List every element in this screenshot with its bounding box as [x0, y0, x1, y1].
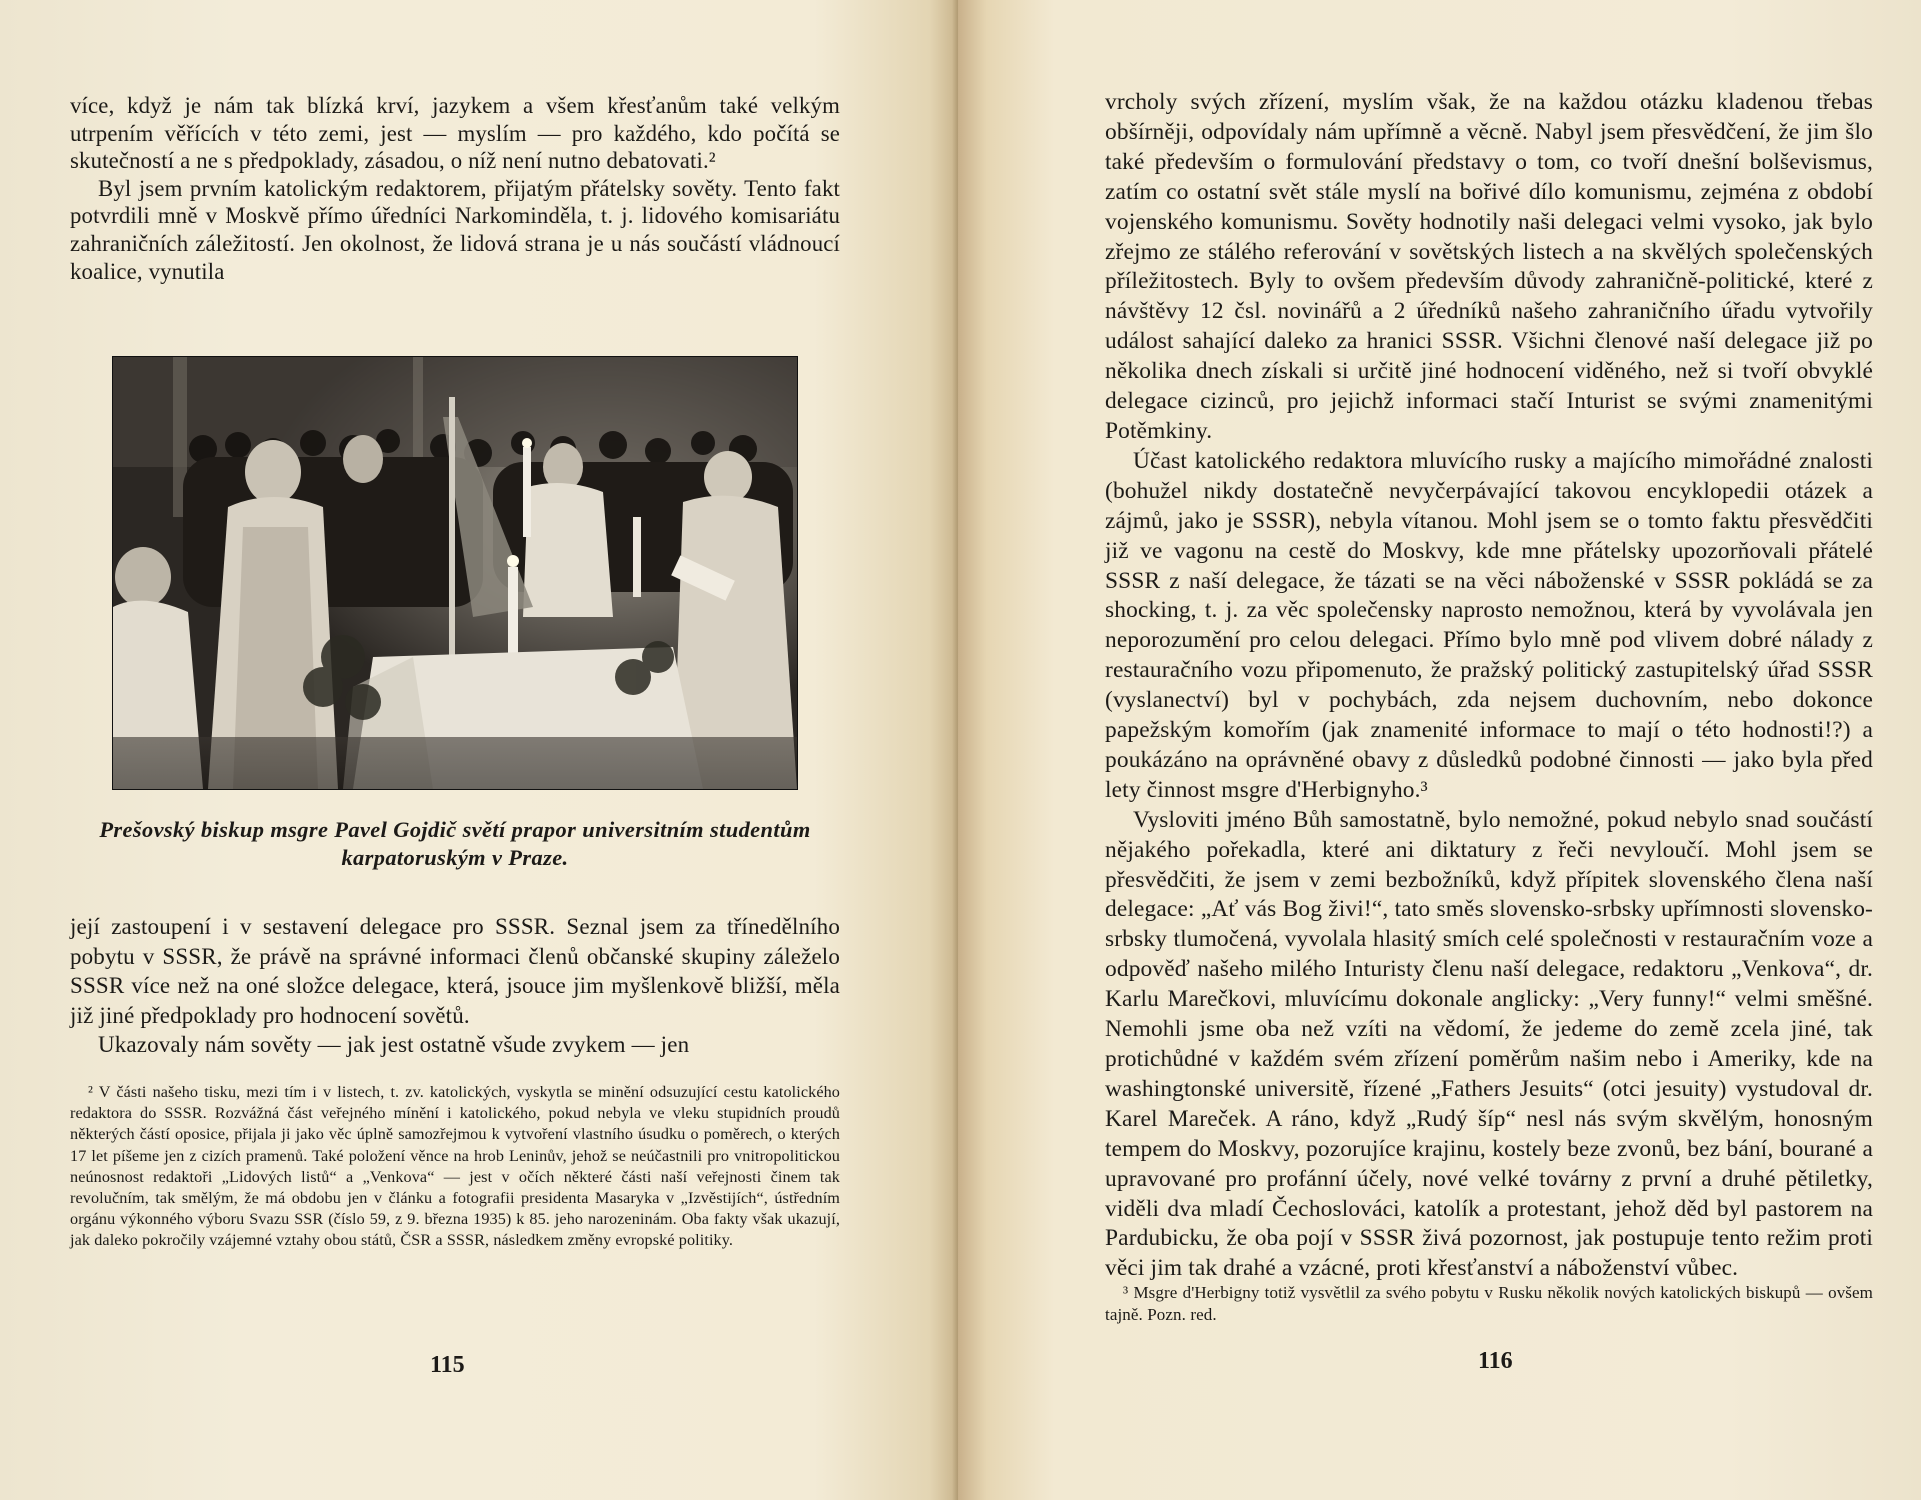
right-paragraph-2: Účast katolického redaktora mluvícího rusky a majícího mimořádné znalosti (bohužel nikdy dostatečně nevyčerpávající takovou encyklopedii otázek a zájmů, jako je SSSR), nebyla vítanou. Mohl jsem se o tomto faktu přesvědčiti již ve vagonu na cestě do Moskvy, kde mne přátelsky upozorňovali přátelé SSSR z naší delegace, že tázati se na věci náboženské v SSSR pokládá se za shocking, t. j. za věc společensky naprosto nemožnou, která by vyvolávala jen neporozumění pro celou delegaci. Přímo bylo mně pod vlivem dobré nálady z restauračního vozu připomenuto, že pražský politický zastupitelský úřad SSSR (vyslanectví) byl v pochybách, zda nejsem duchovním, nebo dokonce papežským komořím (jak znamenité informace to mají o této hodnosti!?) a poukázáno na oprávněné obavy z důsledků podobné činnosti — jako byla před lety činnost msgre d'Herbignyho.³ [1105, 447, 1873, 803]
left-page [0, 0, 958, 1500]
left-paragraph-4: Ukazovaly nám sověty — jak jest ostatně všude zvykem — jen [98, 1032, 690, 1057]
footnote-3: ³ Msgre d'Herbigny totiž vysvětlil za svého pobytu v Rusku několik nových katolických biskupů — ovšem tajně. Pozn. red. [1105, 1283, 1873, 1324]
page-number-right: 116 [1478, 1348, 1513, 1374]
left-paragraph-1: více, když je nám tak blízká krví, jazykem a všem křesťanům také velkým utrpením věřících v této zemi, jest — myslím — pro každého, kdo počítá se skutečností a ne s předpoklady, zásadou, o níž není nutno debatovati.² [70, 93, 840, 174]
photo-image [113, 357, 797, 789]
left-paragraph-2: Byl jsem prvním katolickým redaktorem, přijatým přátelsky sověty. Tento fakt potvrdili mně v Moskvě přímo úředníci Narkominděla, t. j. lidového komisariátu zahraničních záležitostí. Jen okolnost, že lidová strana je u nás součástí vládnoucí koalice, vynutila [70, 175, 840, 284]
photograph [112, 356, 798, 790]
right-paragraph-1: vrcholy svých zřízení, myslím však, že na každou otázku kladenou třebas obšírněji, odpovídaly nám upřímně a věcně. Nabyl jsem přesvědčení, že jim šlo také především o formulování představy o tom, co tvoří dnešní bolševismus, zatím co ostatní svět stále myslí na bořivé dílo komunismu, zejména z období vojenského komunismu. Sověty hodnotily naši delegaci velmi vysoko, jak bylo zřejmo ze stálého referování v sovětských listech a na skvělých společenských příležitostech. Byly to ovšem především důvody zahraničně-politické, které z návštěvy 12 čsl. novinářů a 2 úředníků našeho zahraničního úřadu vytvořily událost sahající daleko za hranici SSSR. Všichni členové naší delegace již po několika dnech získali si určitě jiné hodnocení viděného, než si tvoří obvyklé delegace cizinců, pro jejichž informaci stačí Inturist se svými znamenitými Potěmkiny. [1105, 89, 1873, 444]
left-paragraph-3: její zastoupení i v sestavení delegace pro SSSR. Seznal jsem za třínedělního pobytu v SSSR, že právě na správné informaci členů občanské skupiny záleželo SSSR více než na oné složce delegace, která, jsouce jim myšlenkově bližší, měla již jiné předpoklady pro hodnocení sovětů. [70, 914, 840, 1028]
left-footnote [70, 1082, 840, 1252]
right-page [958, 0, 1921, 1500]
photo-caption: Prešovský biskup msgre Pavel Gojdič světí prapor universitním studentům karpatoruským v Praze. [99, 817, 811, 870]
left-middle-text [70, 912, 840, 1060]
right-paragraph-3: Vysloviti jméno Bůh samostatně, bylo nemožné, pokud nebylo snad součástí nějakého pořekadla, které ani diktatury z řeči nevyloučí. Mohl jsem se přesvědčiti, že jsem v zemi bezbožníků, když přípitek slovenského člena naší delegace: „Ať vás Bog živi!“, tato směs slovensko-srbsky upřímnosti slovensko-srbsky tlumočená, vyvolala hlasitý smích celé společnosti v restauračním voze a odpověď našeho milého Inturisty členu naší delegace, redaktoru „Venkova“, dr. Karlu Marečkovi, mluvícímu dokonale anglicky: „Very funny!“ velmi směšné. Nemohli jsme oba než vzíti na vědomí, že jedeme do země zcela jiné, tak protichůdné v každém svém zřízení poměrům našim nebo i Ameriky, kde na washingtonské universitě, řízené „Fathers Jesuits“ (otci jesuity) vystudoval dr. Karel Mareček. A ráno, když „Rudý šíp“ nesl nás svým skvělým, honosným tempem do Moskvy, pozorujíce krajinu, kostely beze zvonů, bez bání, bourané a upravované pro profánní účely, nové velké továrny z první a druhé pětiletky, viděli dva mladí Čechoslováci, katolík a protestant, jehož děd byl pastorem na Pardubicku, že oba pojí v SSSR živá pozornost, jak postupuje tento režim proti věci jim tak drahé a vzácné, proti křesťanství a náboženství vůbec. [1105, 806, 1873, 1282]
right-body-text [1105, 88, 1873, 1284]
right-footnote [1105, 1282, 1873, 1326]
footnote-2: ² V části našeho tisku, mezi tím i v listech, t. zv. katolických, vyskytla se minění odsuzující cestu katolického redaktora do SSSR. Rozvážná část veřejného mínění i katolického, pokud nebyla ve vleku stupidních proudů některých částí oposice, přijala ji jako věc úplně samozřejmou k vytvoření vlastního úsudku o poměrech, o kterých 17 let píšeme jen z cizích pramenů. Také položení věnce na hrob Leninův, jehož se neúčastnili pro vnitropolitickou neúnosnost redaktoři „Lidových listů“ a „Venkova“ — jest v očích některé části naší veřejnosti činem tak revolučním, tak smělým, že má obdobu jen v článku a fotografii presidenta Masaryka v „Izvěstijích“, ústředním orgánu výkonného výboru Svazu SSR (číslo 59, z 9. března 1935) k 85. jeho narozeninám. Oba fakty však ukazují, jak daleko pokročily vzájemné vztahy obou států, ČSR a SSSR, následkem změny evropské politiky. [70, 1083, 840, 1250]
left-top-text [70, 92, 840, 285]
page-number-left: 115 [430, 1352, 465, 1378]
